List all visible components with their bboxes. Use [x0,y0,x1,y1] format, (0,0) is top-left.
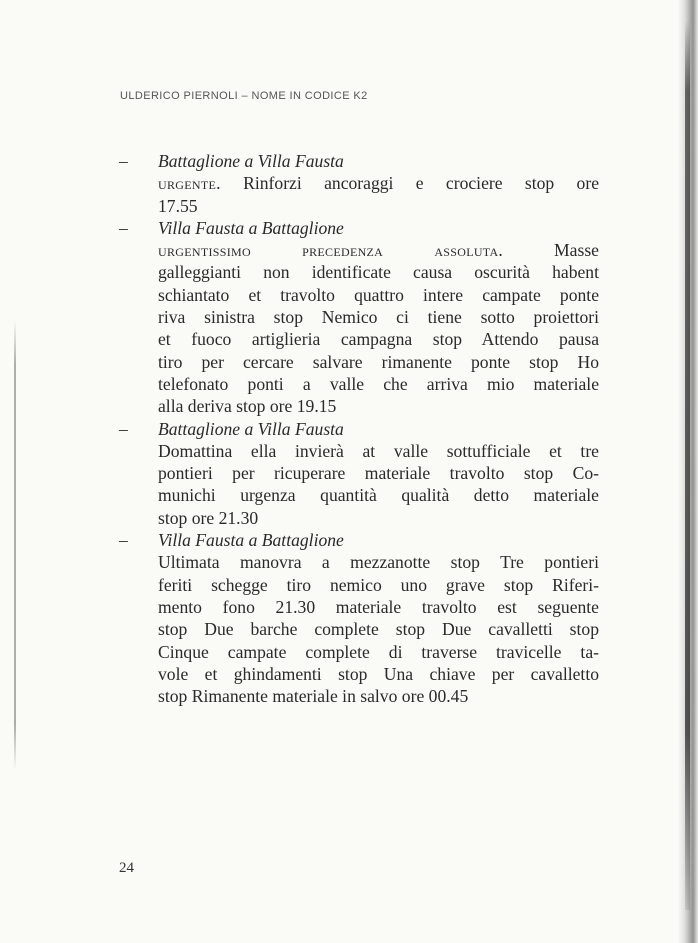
entry-line: vole et ghindamenti stop Una chiave per cavalletto [158,663,599,684]
entry-line: Cinque campate complete di traverse travicelle ta- [158,641,599,662]
entry-line: stop Rimanente materiale in salvo ore 00.45 [158,686,469,707]
entry-line: riva sinistra stop Nemico ci tiene sotto proiettori [158,307,599,328]
telegram-entry [119,529,599,707]
scan-edge-line [14,320,16,770]
entry-line: urgente. Rinforzi ancoraggi e crociere stop ore [158,173,599,194]
page-number: 24 [119,860,134,876]
entry-line: munichi urgenza quantità qualità detto materiale [158,485,599,506]
entry-line: tiro per cercare salvare rimanente ponte stop Ho [158,351,599,372]
entry-line: stop Due barche complete stop Due cavalletti stop [158,619,599,640]
entry-line: et fuoco artiglieria campagna stop Attendo pausa [158,329,599,350]
entry-line: schiantato et travolto quattro intere campate ponte [158,284,599,305]
entry-heading: Battaglione a Villa Fausta [158,418,344,439]
entry-line: feriti schegge tiro nemico uno grave stop Riferi- [158,574,599,595]
page-edge-line [685,20,690,910]
entry-line: telefonato ponti a valle che arriva mio materiale [158,373,599,394]
entry-line: galleggianti non identificate causa oscurità habent [158,262,599,283]
entry-heading: Battaglione a Villa Fausta [158,151,344,171]
entry-dash: – [119,530,128,551]
entry-lead: urgentissimo precedenza assoluta. [158,240,504,261]
entry-line: urgentissimo precedenza assoluta. Masse [158,240,599,261]
telegram-entry [119,150,599,217]
telegram-entry [119,217,599,418]
entry-lead: urgente. [158,173,221,194]
telegram-list [119,150,599,707]
entry-dash: – [119,151,128,171]
entry-line: 17.55 [158,195,198,216]
telegram-entry [119,418,599,529]
entry-heading: Villa Fausta a Battaglione [158,530,344,551]
entry-line: Ultimata manovra a mezzanotte stop Tre pontieri [158,552,599,573]
running-head: ULDERICO PIERNOLI – NOME IN CODICE K2 [120,90,368,102]
entry-dash: – [119,418,128,439]
entry-line: mento fono 21.30 materiale travolto est seguente [158,596,599,617]
entry-line: stop ore 21.30 [158,507,259,528]
entry-line: alla deriva stop ore 19.15 [158,396,337,417]
entry-dash: – [119,217,128,238]
entry-heading: Villa Fausta a Battaglione [158,217,344,238]
entry-line: Domattina ella invierà at valle sottufficiale et tre [158,440,599,461]
entry-line: pontieri per ricuperare materiale travolto stop Co- [158,463,599,484]
